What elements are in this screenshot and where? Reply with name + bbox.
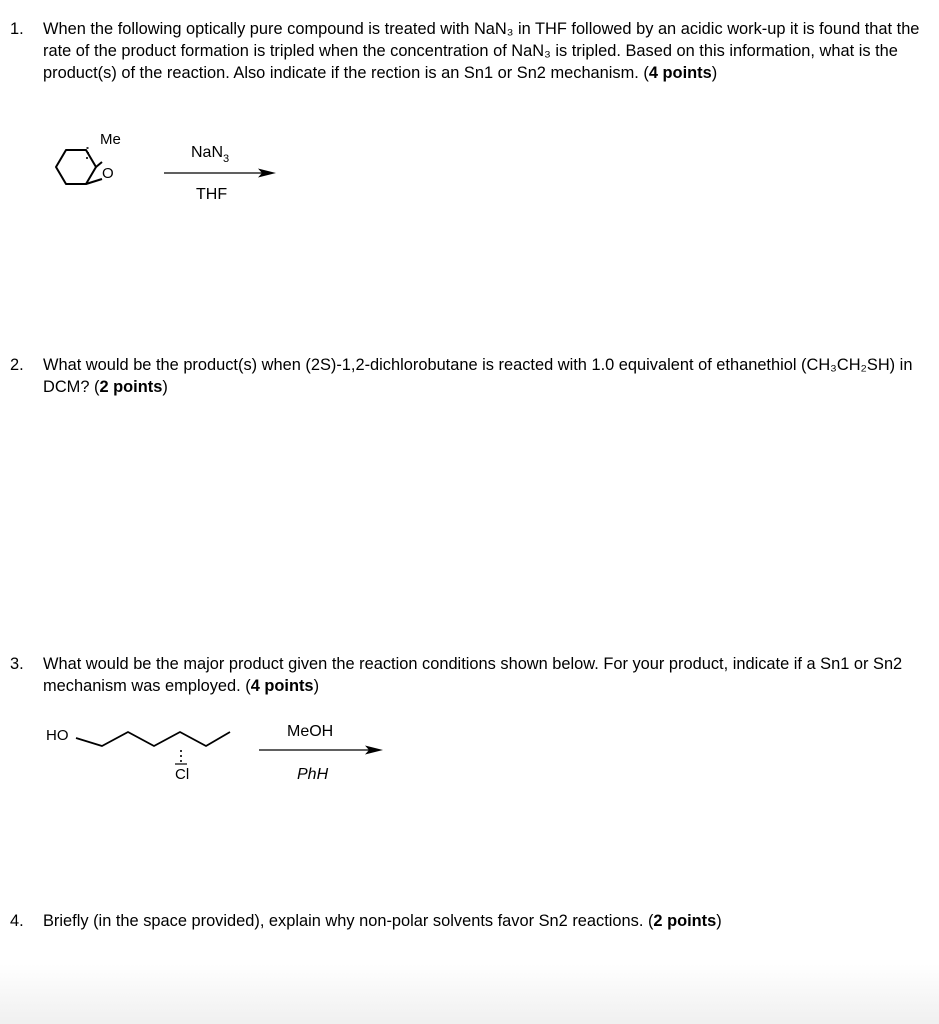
- methyl-label: Me: [100, 131, 121, 148]
- question-number: 3.: [10, 655, 24, 673]
- points-open: (: [647, 912, 654, 930]
- points-close: ): [313, 677, 320, 695]
- points-close: ): [162, 378, 168, 396]
- solvent-label: PhH: [297, 766, 329, 783]
- points-close: ): [716, 912, 722, 930]
- question-number: 1.: [10, 20, 24, 38]
- carbon-chain: [76, 732, 230, 746]
- question-number: 4.: [10, 912, 24, 930]
- question-body: What would be the major product given the reaction conditions shown below. For your product, indicate if a Sn1 or Sn2 mechanism was employed.: [43, 655, 903, 695]
- points-value: 4 points: [648, 64, 712, 82]
- points-value: 4 points: [250, 677, 314, 695]
- points-open: (: [643, 64, 649, 82]
- reagent-label: MeOH: [287, 723, 334, 740]
- page-bottom-shade: [0, 964, 939, 1024]
- question-number: 2.: [10, 356, 24, 374]
- question-body: Briefly (in the space provided), explain why non-polar solvents favor Sn2 reactions.: [43, 912, 644, 930]
- reagent-label: NaN$_3$: [191, 144, 230, 165]
- points-open: (: [245, 677, 251, 695]
- points-value: 2 points: [99, 378, 163, 396]
- points-close: ): [711, 64, 718, 82]
- chlorine-label: Cl: [175, 766, 190, 783]
- question-body: When the following optically pure compound is treated with NaN₃ in THF followed by an acidic work-up it is found that the rate of the product formation is tripled when the concentration of NaN₃ is tripled. Based on this information, what is the product(s) of the reaction. Also indicate if the rection is an Sn1 or Sn2 mechanism.: [43, 20, 920, 82]
- points-open: (: [94, 378, 100, 396]
- epoxide-oxygen-label: O: [102, 165, 114, 182]
- points-value: 2 points: [653, 912, 717, 930]
- solvent-label: THF: [196, 186, 228, 203]
- hydroxyl-label: HO: [46, 727, 69, 744]
- question-body: What would be the product(s) when (2S)-1,2-dichlorobutane is reacted with 1.0 equivalent of ethanethiol (CH₃CH₂SH) in DCM?: [43, 356, 913, 396]
